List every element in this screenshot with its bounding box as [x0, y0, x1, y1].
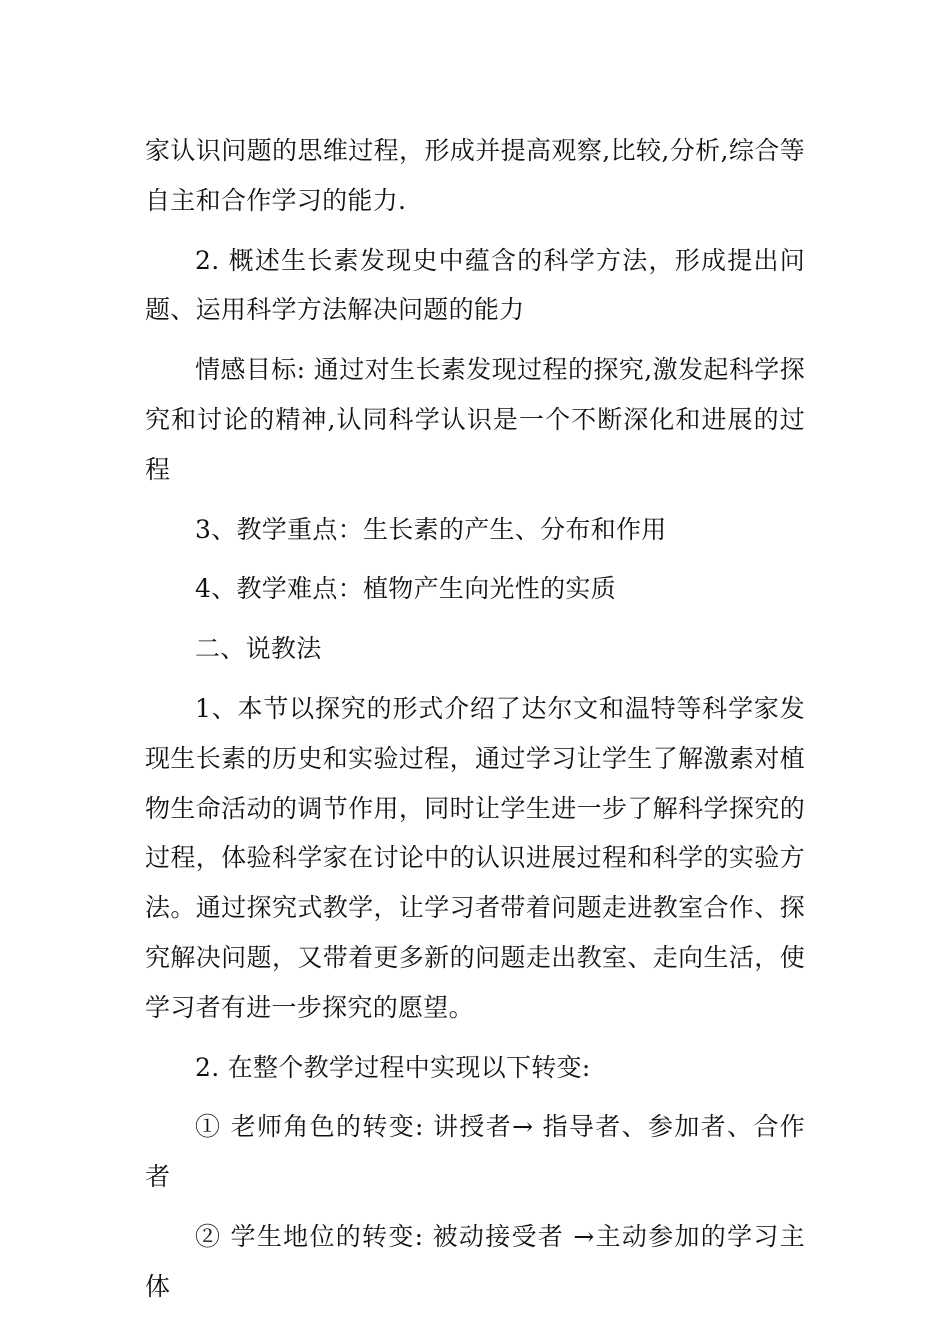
paragraph-student-role: ② 学生地位的转变: 被动接受者 →主动参加的学习主体	[145, 1221, 805, 1301]
section-heading-teaching-method: 二、说教法	[195, 634, 322, 664]
paragraph-teacher-role: ① 老师角色的转变: 讲授者→ 指导者、参加者、合作者	[145, 1112, 805, 1192]
paragraph-method-2: 2. 在整个教学过程中实现以下转变:	[195, 1052, 591, 1082]
paragraph-teaching-focus: 3、教学重点：生长素的产生、分布和作用	[195, 514, 667, 544]
paragraph-method-1: 1、本节以探究的形式介绍了达尔文和温特等科学家发现生长素的历史和实验过程，通过学习让学生了解激素对植物生命活动的调节作用，同时让学生进一步了解科学探究的过程，体验科学家在讨论中的认识进展过程和科学的实验方法。通过探究式教学，让学习者带着问题走进教室合作、探究解决问题，又带着更多新的问题走出教室、走向生活，使学习者有进一步探究的愿望。	[145, 693, 805, 1022]
paragraph-continuation: 家认识问题的思维过程，形成并提高观察,比较,分析,综合等自主和合作学习的能力.	[145, 136, 805, 215]
paragraph-affective-goal: 情感目标: 通过对生长素发现过程的探究,激发起科学探究和讨论的精神,认同科学认识是一个不断深化和进展的过程	[145, 355, 805, 484]
document-body	[145, 126, 805, 1312]
paragraph-teaching-difficulty: 4、教学难点：植物产生向光性的实质	[195, 574, 617, 604]
paragraph-objective-2: 2. 概述生长素发现史中蕴含的科学方法，形成提出问题、运用科学方法解决问题的能力	[145, 245, 805, 325]
